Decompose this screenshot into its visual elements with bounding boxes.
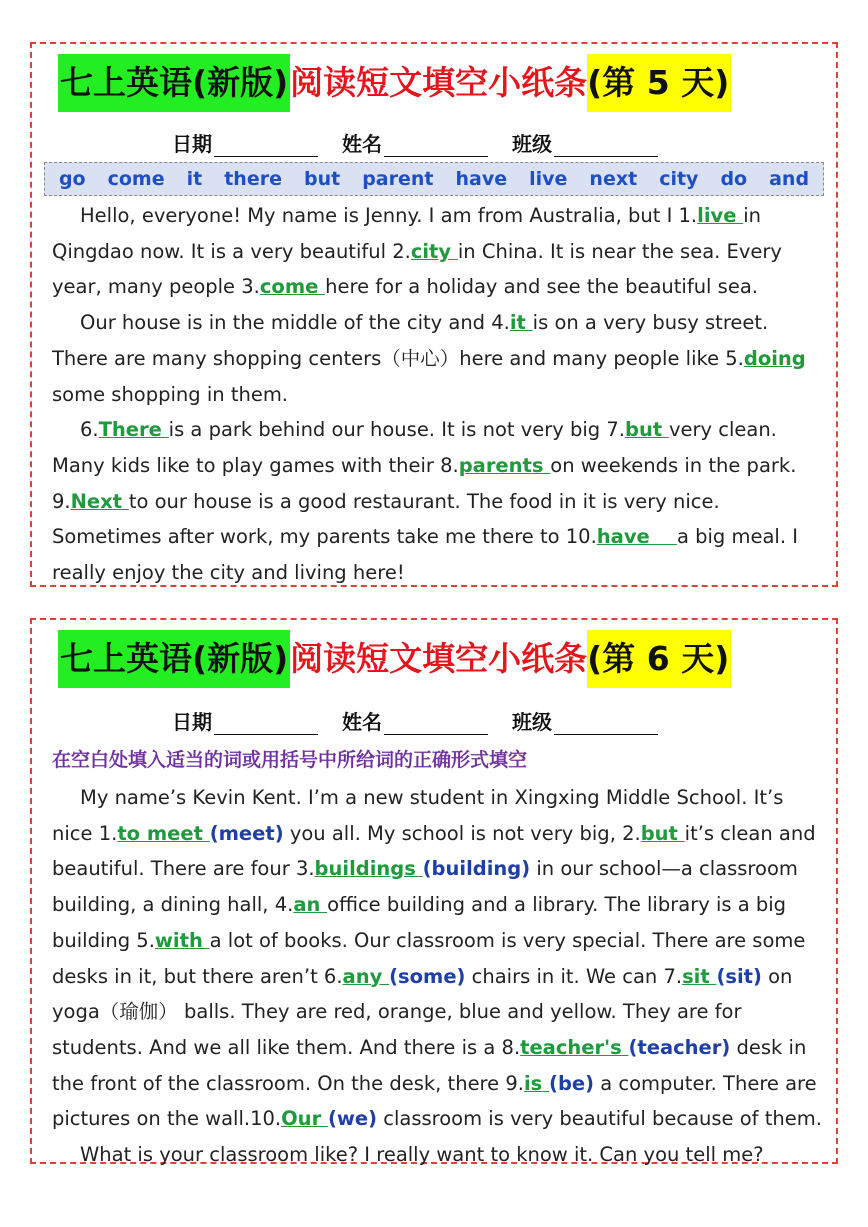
word-bank-item: come bbox=[107, 168, 165, 190]
word-hint: (sit) bbox=[716, 964, 762, 988]
answer-blank: come bbox=[259, 275, 326, 299]
title-day-number: 6 bbox=[646, 639, 670, 678]
passage-segment: here for a holiday and see the beautiful sea. bbox=[325, 275, 758, 299]
class-blank bbox=[554, 712, 658, 735]
passage-segment: My name’s Kevin Kent. I’m a new student in Xingxing Middle School. It’s nice 1. bbox=[52, 786, 784, 845]
answer-blank: to meet bbox=[117, 821, 210, 845]
worksheet-card-day-5 bbox=[30, 42, 838, 587]
name-label: 姓名 bbox=[342, 710, 382, 734]
passage-segment: to our house is a good restaurant. The food in it is very nice. Sometimes after work, my parents take me there to 10. bbox=[52, 489, 720, 549]
answer-blank: live bbox=[697, 204, 744, 227]
name-label: 姓名 bbox=[342, 132, 382, 156]
paragraph bbox=[52, 198, 824, 305]
title-day-number: 5 bbox=[646, 63, 670, 102]
date-label: 日期 bbox=[172, 132, 212, 156]
passage-segment: you all. My school is not very big, 2. bbox=[283, 821, 641, 845]
passage-segment: a big meal. I really enjoy the city and living here! bbox=[52, 525, 798, 585]
title-day-part bbox=[587, 630, 731, 688]
passage-segment: desk in the front of the classroom. On the desk, there 9. bbox=[52, 1035, 807, 1095]
answer-blank: teacher's bbox=[520, 1035, 629, 1059]
answer-blank: it bbox=[509, 311, 533, 335]
title-day-part bbox=[587, 54, 731, 112]
word-bank-item: parent bbox=[362, 168, 434, 190]
word-hint: (we) bbox=[327, 1107, 378, 1131]
date-blank bbox=[214, 712, 318, 735]
answer-blank: city bbox=[410, 239, 458, 263]
passage-segment: a computer. There are pictures on the wall.10. bbox=[52, 1071, 817, 1131]
passage-segment: Hello, everyone! My name is Jenny. I am from Australia, but I 1. bbox=[80, 204, 698, 227]
title-day-prefix: (第 bbox=[587, 639, 647, 678]
answer-blank: There bbox=[98, 418, 169, 442]
word-bank-item: there bbox=[224, 168, 282, 190]
answer-blank: Our bbox=[281, 1107, 328, 1131]
word-hint: (be) bbox=[549, 1071, 595, 1095]
passage-segment: very clean. Many kids like to play games with their 8. bbox=[52, 418, 777, 477]
passage-text bbox=[52, 198, 824, 591]
card-title bbox=[58, 630, 731, 688]
word-bank-item: do bbox=[720, 168, 748, 190]
answer-blank: sit bbox=[682, 964, 717, 988]
paragraph: What is your classroom like? I really want to know it. Can you tell me? bbox=[80, 1143, 764, 1167]
word-bank-item: city bbox=[659, 168, 699, 190]
class-label: 班级 bbox=[512, 132, 552, 156]
title-green-part: 七上英语(新版) bbox=[58, 54, 290, 112]
passage-segment: is on a very busy street. There are many shopping centers（中心）here and many people like 5. bbox=[52, 311, 769, 370]
answer-blank: any bbox=[342, 964, 390, 988]
answer-blank: is bbox=[523, 1071, 550, 1095]
passage-segment: it’s clean and beautiful. There are four 3. bbox=[52, 821, 816, 881]
date-field bbox=[172, 706, 318, 735]
answer-blank: with bbox=[154, 928, 210, 952]
word-bank-item: live bbox=[529, 168, 568, 190]
passage-segment: in China. It is near the sea. Every year, many people 3. bbox=[52, 239, 782, 299]
word-bank-item: next bbox=[589, 168, 638, 190]
passage-segment: in our school—a classroom building, a dining hall, 4. bbox=[52, 857, 798, 917]
answer-blank: buildings bbox=[314, 857, 423, 881]
word-bank bbox=[44, 162, 824, 196]
passage-segment: is a park behind our house. It is not very big 7. bbox=[168, 418, 625, 442]
name-field bbox=[342, 128, 488, 157]
class-blank bbox=[554, 134, 658, 157]
passage-segment: Our house is in the middle of the city and 4. bbox=[80, 311, 510, 335]
passage-segment: on yoga（瑜伽） balls. They are red, orange, blue and yellow. They are for students. And we all like them. And there is a 8. bbox=[52, 964, 793, 1059]
word-bank-item: and bbox=[769, 168, 810, 190]
word-hint: (some) bbox=[389, 964, 466, 988]
title-red-part: 阅读短文填空小纸条 bbox=[290, 639, 588, 678]
instruction-text: 在空白处填入适当的词或用括号中所给词的正确形式填空 bbox=[52, 749, 528, 771]
answer-blank: but bbox=[640, 821, 685, 845]
passage-segment: office building and a library. The library is a big building 5. bbox=[52, 893, 787, 952]
word-hint: (meet) bbox=[209, 821, 284, 845]
answer-blank: have bbox=[596, 525, 677, 549]
date-label: 日期 bbox=[172, 710, 212, 734]
word-hint: (teacher) bbox=[628, 1035, 731, 1059]
paragraph bbox=[52, 780, 824, 1137]
worksheet-card-day-6 bbox=[30, 618, 838, 1167]
passage-segment: on weekends in the park. 9. bbox=[52, 453, 797, 513]
title-green-part: 七上英语(新版) bbox=[58, 630, 290, 688]
date-field bbox=[172, 128, 318, 157]
passage-segment: a lot of books. Our classroom is very special. There are some desks in it, but there aren’t 6. bbox=[52, 928, 806, 988]
passage-segment: in Qingdao now. It is a very beautiful 2. bbox=[52, 204, 762, 263]
answer-blank: but bbox=[624, 418, 669, 442]
paragraph bbox=[52, 305, 824, 412]
name-blank bbox=[384, 712, 488, 735]
name-blank bbox=[384, 134, 488, 157]
title-red-part: 阅读短文填空小纸条 bbox=[290, 63, 588, 102]
info-row bbox=[172, 128, 682, 157]
title-day-suffix: 天) bbox=[669, 639, 730, 678]
title-day-prefix: (第 bbox=[587, 63, 647, 102]
name-field bbox=[342, 706, 488, 735]
passage-segment: classroom is very beautiful because of them. bbox=[377, 1107, 822, 1131]
answer-blank: an bbox=[293, 893, 328, 917]
word-bank-item: go bbox=[58, 168, 86, 190]
passage-text bbox=[52, 780, 824, 1173]
word-bank-item: it bbox=[186, 168, 203, 190]
card-title bbox=[58, 54, 731, 112]
passage-segment: chairs in it. We can 7. bbox=[465, 964, 683, 988]
passage-segment: some shopping in them. bbox=[52, 382, 289, 406]
word-bank-item: have bbox=[455, 168, 508, 190]
answer-blank: doing bbox=[743, 346, 806, 370]
answer-blank: parents bbox=[458, 453, 551, 477]
class-label: 班级 bbox=[512, 710, 552, 734]
title-day-suffix: 天) bbox=[669, 63, 730, 102]
class-field bbox=[512, 706, 658, 735]
word-hint: (building) bbox=[422, 857, 531, 881]
word-bank-item: but bbox=[303, 168, 341, 190]
passage-segment: 6. bbox=[80, 418, 99, 442]
answer-blank: Next bbox=[70, 489, 129, 513]
class-field bbox=[512, 128, 658, 157]
date-blank bbox=[214, 134, 318, 157]
paragraph bbox=[52, 412, 824, 591]
info-row bbox=[172, 706, 682, 735]
